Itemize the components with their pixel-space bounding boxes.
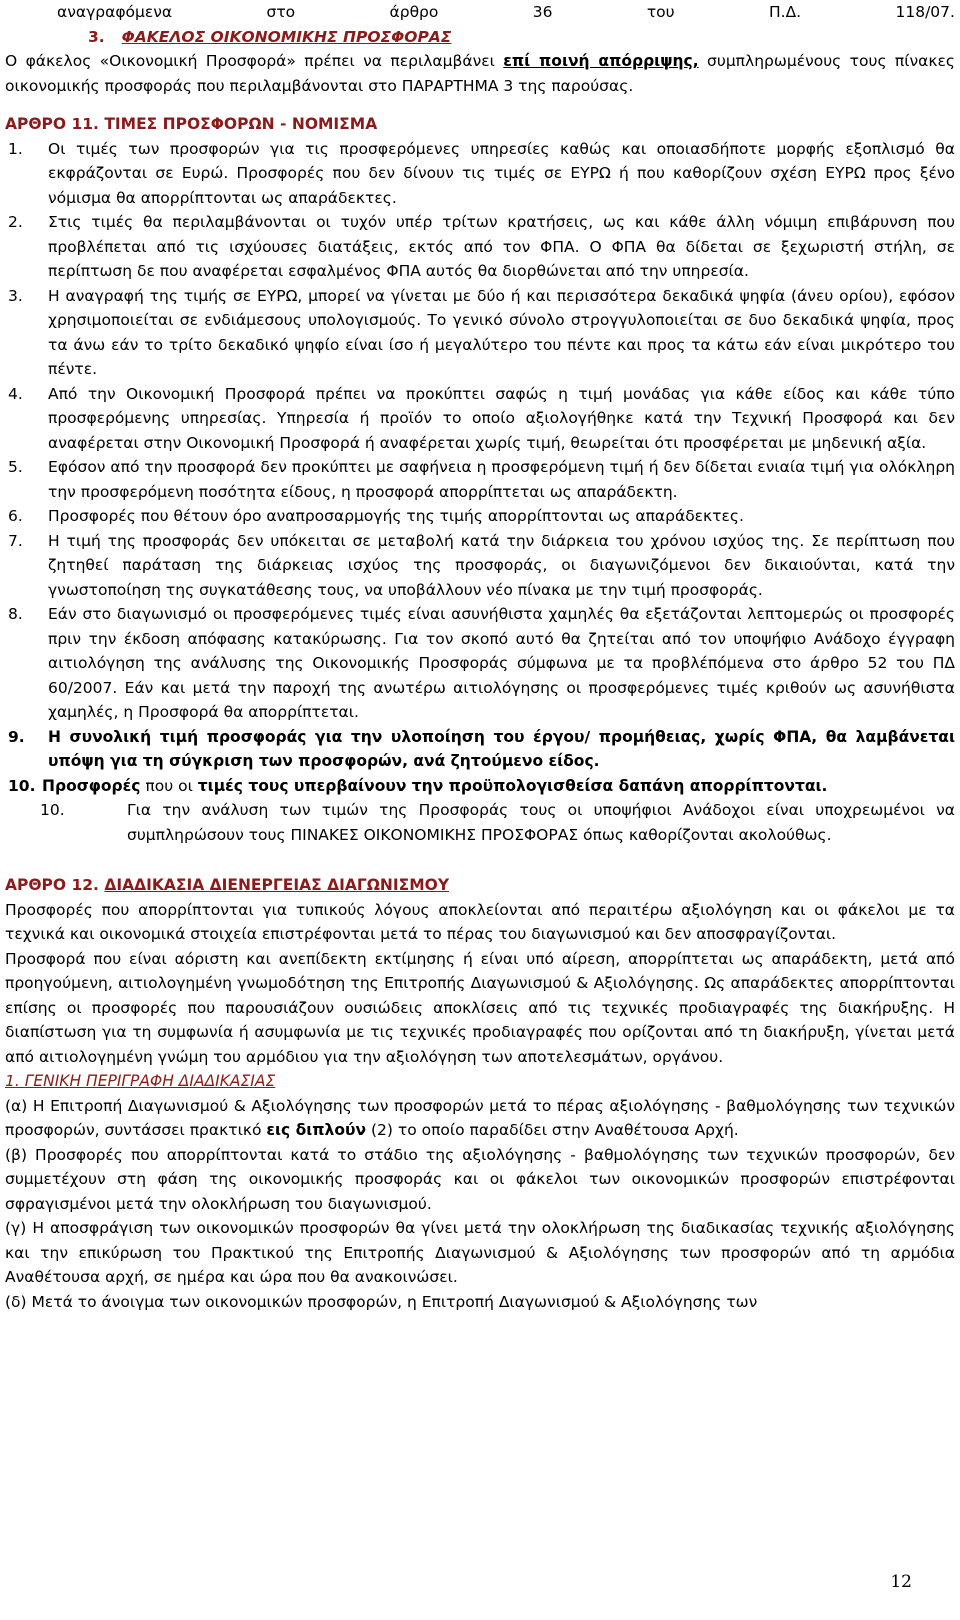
list-item-text: Η τιμή της προσφοράς δεν υπόκειται σε μεταβολή κατά την διάρκεια του χρόνου ισχύος της. Σε περίπτωση που ζητηθεί παράταση της διάρκειας ισχύος της προσφοράς, οι διαγωνιζόμενοι δεν δικαιούνται, κατά την γνωστοποίηση της συγκατάθεσης τους, να υποβάλλουν νέο πίνακα με την τιμή προσφοράς.	[48, 531, 955, 599]
list-item-text: Η συνολική τιμή προσφοράς για την υλοποίηση του έργου/ προμήθειας, χωρίς ΦΠΑ, θα λαμβάνεται υπόψη για τη σύγκριση των προσφορών, ανά ζητούμενο είδος.	[48, 727, 955, 770]
list-item-number: 10.	[40, 801, 65, 819]
header-word: 118/07.	[895, 3, 955, 21]
article-12-paragraph: (β) Προσφορές που απορρίπτονται κατά το στάδιο της αξιολόγησης - βαθμολόγησης των τεχνικών προσφορών, δεν συμμετέχουν στη φάση της οικονομικής προσφοράς και οι φάκελοι των οικονομικών προσφορών επιστρέφονται σφραγισμένοι μετά την ολοκλήρωση του διαγωνισμού.	[5, 1145, 955, 1213]
article-12-paragraph: (γ) Η αποσφράγιση των οικονομικών προσφορών θα γίνει μετά την ολοκλήρωση της διαδικασίας τεχνικής αξιολόγησης και την επικύρωση του Πρακτικού της Επιτροπής Διαγωνισμού & Αξιολόγησης των προσφορών από τη αρμόδια Αναθέτουσα αρχή, σε ημέρα και ώρα που θα ανακοινώσει.	[5, 1219, 955, 1286]
page-number: 12	[890, 1572, 912, 1592]
header-word: αναγραφόμενα	[57, 3, 173, 21]
list-item-number: 1.	[8, 139, 23, 158]
list-item	[5, 455, 955, 504]
list-item	[5, 382, 955, 456]
list-item-number: 2.	[8, 213, 23, 231]
article-12-paragraph	[5, 1094, 955, 1143]
header-word: του	[646, 3, 675, 21]
list-item-text: Η αναγραφή της τιμής σε ΕΥΡΩ, μπορεί να γίνεται με δύο ή και περισσότερα δεκαδικά ψηφία (άνευ ορίου), εφόσον χρησιμοποιείται σε ενδιάμεσους υπολογισμούς. Το γενικό σύνολο στρογγυλοποιείται σε δυο δεκαδικά ψηφία, προς τα άνω εάν το τρίτο δεκαδικό ψηφίο είναι ίσο ή μεγαλύτερο του πέντε και προς τα κάτω εάν είναι μικρότερο του πέντε.	[48, 286, 955, 378]
section-3-paragraph	[5, 49, 955, 98]
article-12-heading-text: ΔΙΑΔΙΚΑΣΙΑ ΔΙΕΝΕΡΓΕΙΑΣ ΔΙΑΓΩΝΙΣΜΟΥ	[104, 876, 450, 894]
header-word: στο	[266, 3, 296, 21]
list-item-number: 4.	[8, 384, 23, 403]
section-3-heading	[5, 25, 955, 50]
list-item-number: 10.	[8, 776, 36, 795]
list-item-text: Εφόσον από την προσφορά δεν προκύπτει με σαφήνεια η προσφερόμενη τιμή ή δεν δίδεται ενιαία τιμή για ολόκληρη την προσφερόμενη ποσότητα είδους, η προσφορά απορρίπτεται ως απαράδεκτη.	[48, 458, 955, 501]
running-header-line	[5, 0, 955, 25]
list-item-text: Εάν στο διαγωνισμό οι προσφερόμενες τιμές είναι ασυνήθιστα χαμηλές θα εξετάζονται λεπτομερώς οι προσφορές πριν την έκδοση απόφασης κατακύρωσης. Για τον σκοπό αυτό θα ζητείται από τον υποψήφιο Ανάδοχο έγγραφη αιτιολόγηση της ανάλυσης της Οικονομικής Προσφοράς σύμφωνα με τα προβλέπόμενα στο άρθρο 52 του ΠΔ 60/2007. Εάν και μετά την παροχή της ανωτέρω αιτιολόγησης οι προσφερόμενες τιμές κριθούν ως ασυνήθιστα χαμηλές, η Προσφορά θα απορρίπτεται.	[48, 605, 955, 721]
list-item	[5, 725, 955, 774]
emphasized-text: επί ποινή απόρριψης,	[503, 52, 699, 70]
list-item	[5, 504, 955, 529]
article-12-paragraph: Προσφορά που είναι αόριστη και ανεπίδεκτη εκτίμησης ή είναι υπό αίρεση, απορρίπτεται ως απαράδεκτη, μετά από προηγούμενη, αιτιολογημένη γνωμοδότηση της Επιτροπής Διαγωνισμού & Αξιολόγησης. Ως απαράδεκτες απορρίπτονται επίσης οι προσφορές που παρουσιάζουν ουσιώδεις αποκλίσεις από τις τεχνικές προδιαγραφές της διακήρυξης. Η διαπίστωση για τη συμφωνία ή ασυμφωνία με τις τεχνικές προδιαγραφές που ορίζονται από τη διακήρυξη, γίνεται μετά από αιτιολογημένη γνώμη του αρμόδιου για την αξιολόγηση των αποτελεσμάτων, οργάνου.	[5, 949, 955, 1066]
section-title: ΦΑΚΕΛΟΣ ΟΙΚΟΝΟΜΙΚΗΣ ΠΡΟΣΦΟΡΑΣ	[121, 27, 452, 46]
list-item-text: Για την ανάλυση των τιμών της Προσφοράς τους οι υποψήφιοι Ανάδοχοι είναι υποχρεωμένοι να συμπληρώσουν τους ΠΙΝΑΚΕΣ ΟΙΚΟΝΟΜΙΚΗΣ ΠΡΟΣΦΟΡΑΣ όπως καθορίζονται ακολούθως.	[127, 801, 955, 844]
header-word: 36	[532, 3, 553, 21]
article-11-title: ΑΡΘΡΟ 11. ΤΙΜΕΣ ΠΡΟΣΦΟΡΩΝ - ΝΟΜΙΣΜΑ	[5, 115, 378, 133]
list-item-number: 9.	[8, 727, 25, 746]
list-item	[5, 210, 955, 284]
list-item	[5, 137, 955, 211]
emphasized-text: τιμές τους υπερβαίνουν την προϋπολογισθείσα δαπάνη απορρίπτονται.	[197, 776, 828, 795]
list-item-number: 7.	[8, 531, 23, 550]
list-item-text: Οι τιμές των προσφορών για τις προσφερόμενες υπηρεσίες καθώς και οποιασδήποτε μορφής εξοπλισμό θα εκφράζονται σε Ευρώ. Προσφορές που δεν δίνουν τις τιμές σε ΕΥΡΩ ή που καθορίζουν σχέση ΕΥΡΩ προς ξένο νόμισμα θα απορρίπτονται ως απαράδεκτες.	[48, 139, 955, 207]
list-item	[5, 798, 955, 847]
list-item-number: 6.	[8, 507, 23, 525]
list-item-number: 3.	[8, 286, 23, 305]
paragraph-text: (α) Η Επιτροπή Διαγωνισμού & Αξιολόγησης των προσφορών μετά το πέρας αξιολόγησης - βαθμολόγησης των τεχνικών προσφορών, συντάσσει πρακτικό	[5, 1096, 955, 1139]
header-word: Π.Δ.	[769, 3, 802, 21]
list-item-text: Προσφορές που θέτουν όρο αναπροσαρμογής της τιμής απορρίπτονται ως απαράδεκτες.	[48, 507, 744, 525]
paragraph-text: (2) το οποίο παραδίδει στην Αναθέτουσα Αρχή.	[366, 1121, 739, 1139]
emphasized-text: εις διπλούν	[266, 1121, 367, 1139]
list-item-text: Στις τιμές θα περιλαμβάνονται οι τυχόν υπέρ τρίτων κρατήσεις, ως και κάθε άλλη νόμιμη επιβάρυνση που προβλέπεται από τις ισχύουσες διατάξεις, εκτός από τον ΦΠΑ. Ο ΦΠΑ θα δίδεται σε ξεχωριστή στήλη, σε περίπτωση δε που αναφέρεται εσφαλμένος ΦΠΑ αυτός θα διορθώνεται από την υπηρεσία.	[48, 213, 955, 280]
list-item	[5, 774, 955, 799]
emphasized-text: Προσφορές	[42, 776, 141, 795]
list-item-text: Από την Οικονομική Προσφορά πρέπει να προκύπτει σαφώς η τιμή μονάδας για κάθε είδος και κάθε τύπο προσφερόμενης υπηρεσίας. Υπηρεσία ή προϊόν το οποίο αξιολογήθηκε κατά την Τεχνική Προσφορά και δεν αναφέρεται στην Οικονομική Προσφορά ή αναφέρεται χωρίς τιμή, θεωρείται ότι προσφέρεται με μηδενική αξία.	[48, 384, 955, 452]
article-12-paragraph: Προσφορές που απορρίπτονται για τυπικούς λόγους αποκλείονται από περαιτέρω αξιολόγηση και οι φάκελοι με τα τεχνικά και οικονομικά στοιχεία επιστρέφονται μετά το πέρας του διαγωνισμού και δεν αποσφραγίζονται.	[5, 900, 955, 943]
list-item-number: 5.	[8, 458, 23, 476]
paragraph-text: συμπληρωμένους τους πίνακες οικονομικής προσφοράς που περιλαμβάνονται στο ΠΑΡΑΡΤΗΜΑ 3 της παρούσας.	[5, 52, 955, 95]
list-item-text: που οι	[140, 776, 198, 795]
list-item-number: 8.	[8, 605, 23, 623]
article-12-number: ΑΡΘΡΟ 12.	[5, 876, 105, 894]
section-number: 3.	[88, 27, 105, 46]
subsection-title: 1. ΓΕΝΙΚΗ ΠΕΡΙΓΡΑΦΗ ΔΙΑΔΙΚΑΣΙΑΣ	[5, 1072, 276, 1090]
list-item	[5, 529, 955, 603]
list-item	[5, 284, 955, 382]
paragraph-text: Ο φάκελος «Οικονομική Προσφορά» πρέπει να περιλαμβάνει	[5, 52, 495, 70]
list-item	[5, 602, 955, 725]
header-word: άρθρο	[389, 3, 439, 21]
document-body	[5, 0, 955, 1314]
article-12-title	[5, 873, 955, 898]
article-12-paragraph: (δ) Μετά το άνοιγμα των οικονομικών προσφορών, η Επιτροπή Διαγωνισμού & Αξιολόγησης των	[5, 1292, 758, 1311]
